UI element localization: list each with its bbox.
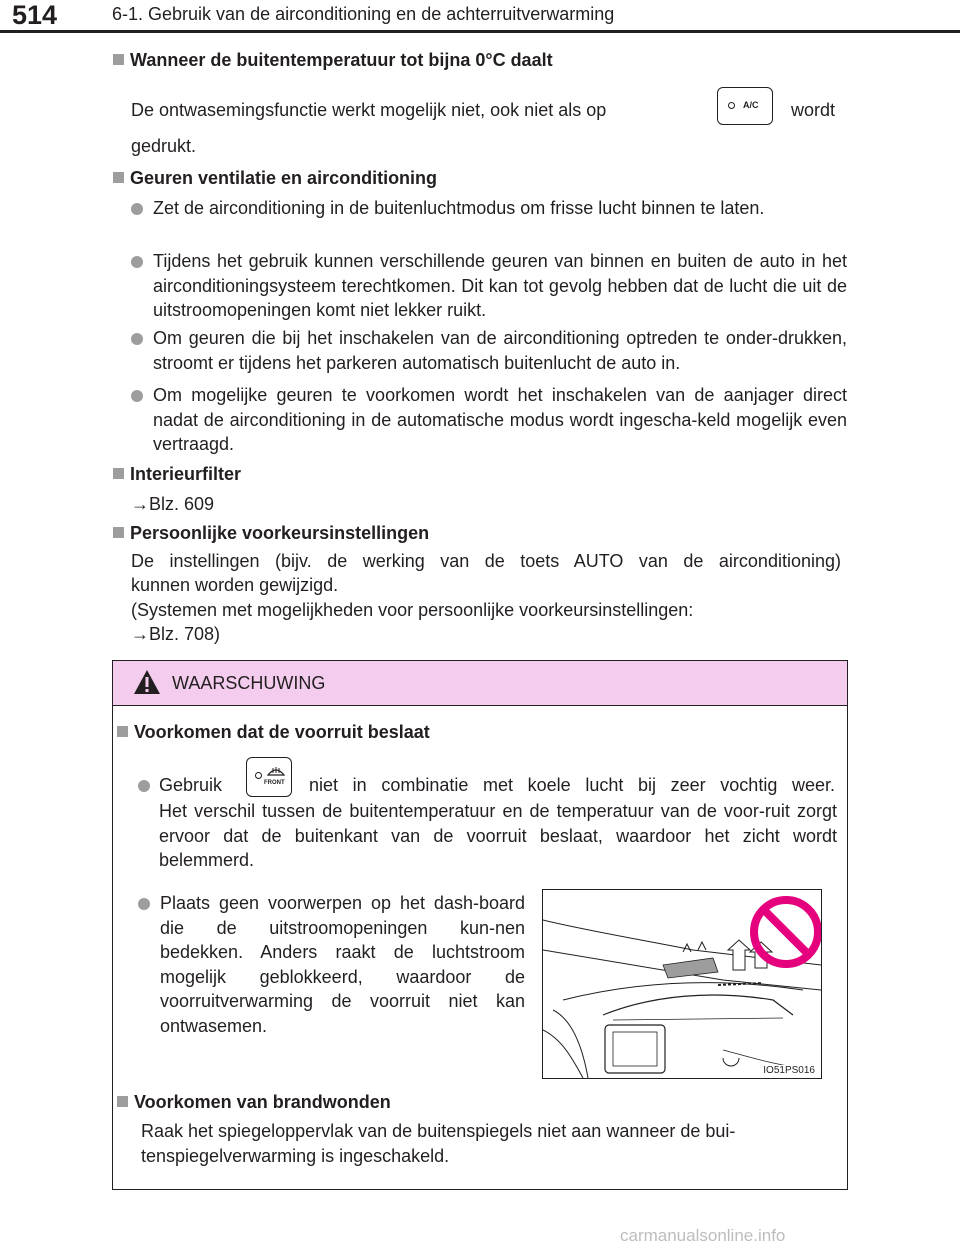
square-bullet-icon [113, 54, 124, 65]
link-page-609[interactable]: →Blz. 609 [131, 494, 215, 514]
paragraph-defog-line1: De ontwasemingsfunctie werkt mogelijk niet, ook niet als op [131, 100, 607, 120]
square-bullet-icon [113, 172, 124, 183]
page-number: 514 [12, 0, 58, 30]
bullet-odor-4: Om mogelijke geuren te voorkomen wordt het inschakelen van de aanjager direct nadat de airconditioning in de automatische modus wordt ingescha-keld mogelijk even vertraagd. [131, 383, 847, 457]
heading-odors: Geuren ventilatie en airconditioning [113, 168, 437, 189]
watermark: carmanualsonline.info [620, 1226, 786, 1245]
header-divider [0, 30, 960, 33]
dashboard-illustration [542, 889, 822, 1079]
round-bullet-icon [131, 203, 143, 215]
windshield-icon [267, 765, 285, 777]
square-bullet-icon [117, 1096, 128, 1107]
paragraph-defog-word: wordt [791, 100, 836, 120]
round-bullet-icon [131, 256, 143, 268]
illustration-code: IO51PS016 [763, 1065, 815, 1076]
bullet-dashboard-objects: Plaats geen voorwerpen op het dash-board die de uitstroomopeningen kun-nen bedekken. Anders raakt de luchtstroom mogelijk geblokkeerd, waardoor de voorruitverwarming de voorruit niet kan ontwasemen. [138, 891, 525, 1038]
square-bullet-icon [113, 468, 124, 479]
front-defroster-button-icon: FRONT [246, 757, 292, 797]
square-bullet-icon [113, 527, 124, 538]
heading-prevent-burns: Voorkomen van brandwonden [117, 1092, 391, 1113]
round-bullet-icon [131, 333, 143, 345]
heading-interior-filter: Interieurfilter [113, 464, 241, 485]
link-page-708[interactable]: →Blz. 708) [131, 624, 221, 644]
paragraph-settings-line2: kunnen worden gewijzigd. [131, 575, 339, 595]
bullet-front-use: Gebruik [159, 775, 223, 795]
heading-prevent-fogging: Voorkomen dat de voorruit beslaat [117, 722, 430, 743]
paragraph-temperature-difference: Het verschil tussen de buitentemperatuur en de temperatuur van de voor-ruit zorgt ervoor dat de buitenkant van de voorruit beslaat, waardoor het zicht wordt belemmerd. [159, 801, 837, 870]
paragraph-settings-line3: (Systemen met mogelijkheden voor persoonlijke voorkeursinstellingen: [131, 600, 694, 620]
dashboard-drawing [543, 890, 821, 1078]
round-bullet-icon [138, 780, 150, 792]
paragraph-mirror-heating: Raak het spiegeloppervlak van de buitenspiegels niet aan wanneer de bui-tenspiegelverwarming is ingeschakeld. [141, 1121, 736, 1166]
heading-personal-settings: Persoonlijke voorkeursinstellingen [113, 523, 429, 544]
warning-header [113, 661, 847, 706]
bullet-front-rest: niet in combinatie met koele lucht bij zeer vochtig weer. [309, 775, 835, 795]
round-bullet-icon [131, 390, 143, 402]
bullet-odor-2: Tijdens het gebruik kunnen verschillende geuren van binnen en buiten de auto in het airconditioningsysteem terechtkomen. Dit kan tot gevolg hebben dat de lucht die uit de uitstroomopeningen komt niet lekker ruikt. [131, 249, 847, 323]
bullet-odor-3: Om geuren die bij het inschakelen van de airconditioning optreden te onder-drukken, stroomt er tijdens het parkeren automatisch buitenlucht de auto in. [131, 326, 847, 375]
round-bullet-icon [138, 898, 150, 910]
section-title: 6-1. Gebruik van de airconditioning en de achterruitverwarming [112, 4, 615, 24]
paragraph-settings-line1: De instellingen (bijv. de werking van de toets AUTO van de airconditioning) [131, 551, 841, 571]
warning-title: WAARSCHUWING [172, 673, 326, 693]
ac-button-icon: A/C [717, 87, 773, 125]
bullet-odor-1: Zet de airconditioning in de buitenluchtmodus om frisse lucht binnen te laten. [131, 196, 847, 221]
heading-outside-temperature: Wanneer de buitentemperatuur tot bijna 0°C daalt [113, 50, 553, 71]
square-bullet-icon [117, 726, 128, 737]
paragraph-defog-line2: gedrukt. [131, 136, 197, 156]
warning-triangle-icon [133, 669, 161, 695]
